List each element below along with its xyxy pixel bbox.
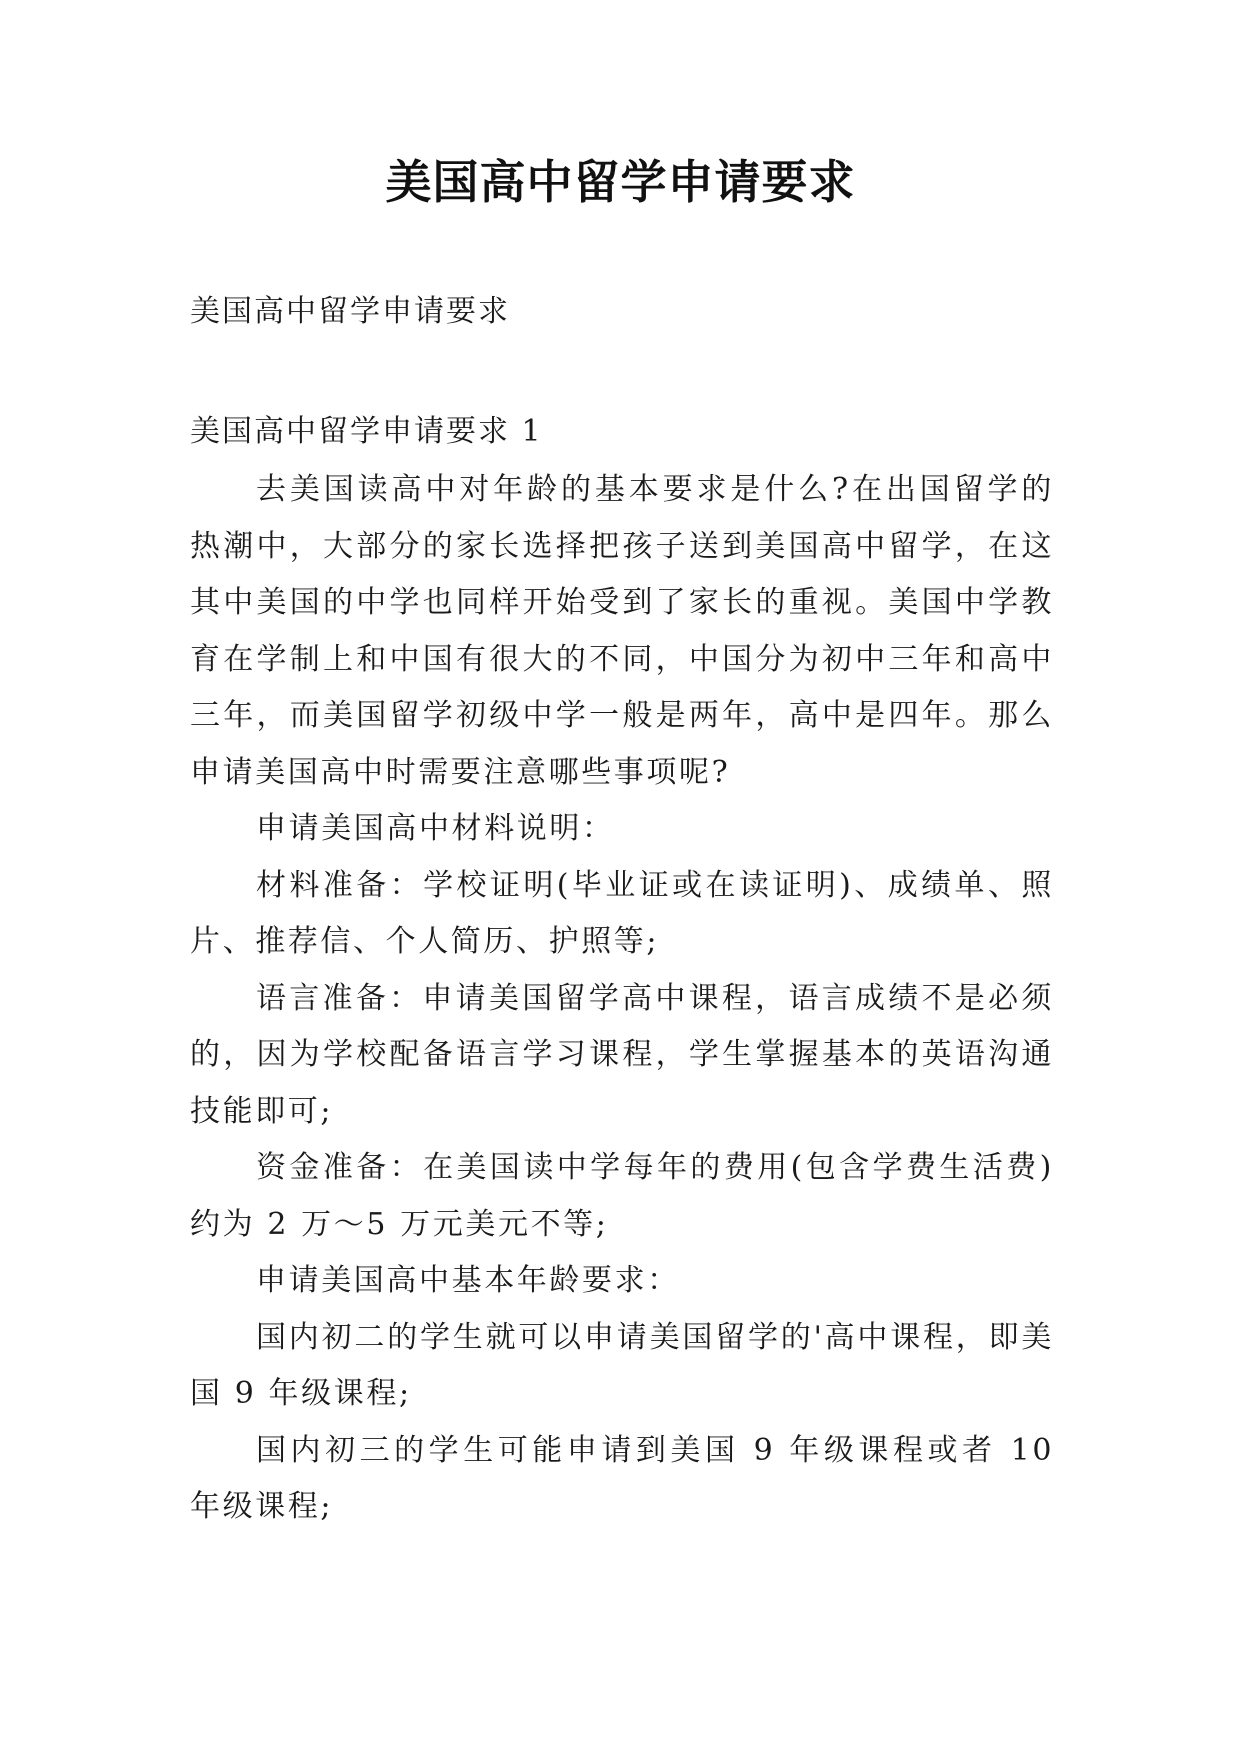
paragraph-materials-heading: 申请美国高中材料说明： xyxy=(256,811,615,846)
paragraph-funding: 资金准备：在美国读中学每年的费用(包含学费生活费)约为 2 万～5 万元美元不等; xyxy=(190,1150,1054,1242)
paragraph-intro: 去美国读高中对年龄的基本要求是什么?在出国留学的热潮中，大部分的家长选择把孩子送到美国高中留学，在这其中美国的中学也同样开始受到了家长的重视。美国中学教育在学制上和中国有很大的不同，中国分为初中三年和高中三年，而美国留学初级中学一般是两年，高中是四年。那么申请美国高中时需要注意哪些事项呢? xyxy=(190,472,1054,790)
paragraph-grade-8: 国内初二的学生就可以申请美国留学的'高中课程，即美国 9 年级课程; xyxy=(190,1319,1054,1411)
document-title: 美国高中留学申请要求 xyxy=(385,155,856,209)
paragraph-grade-9: 国内初三的学生可能申请到美国 9 年级课程或者 10 年级课程; xyxy=(190,1432,1054,1524)
section-heading: 美国高中留学申请要求 1 xyxy=(190,414,543,449)
paragraph-age-heading: 申请美国高中基本年龄要求： xyxy=(256,1263,680,1298)
paragraph-materials: 材料准备：学校证明(毕业证或在读证明)、成绩单、照片、推荐信、个人简历、护照等; xyxy=(190,867,1054,959)
body-text xyxy=(190,462,1054,1536)
paragraph-language: 语言准备：申请美国留学高中课程，语言成绩不是必须的，因为学校配备语言学习课程，学生掌握基本的英语沟通技能即可; xyxy=(190,980,1054,1129)
document-subtitle: 美国高中留学申请要求 xyxy=(190,294,510,329)
